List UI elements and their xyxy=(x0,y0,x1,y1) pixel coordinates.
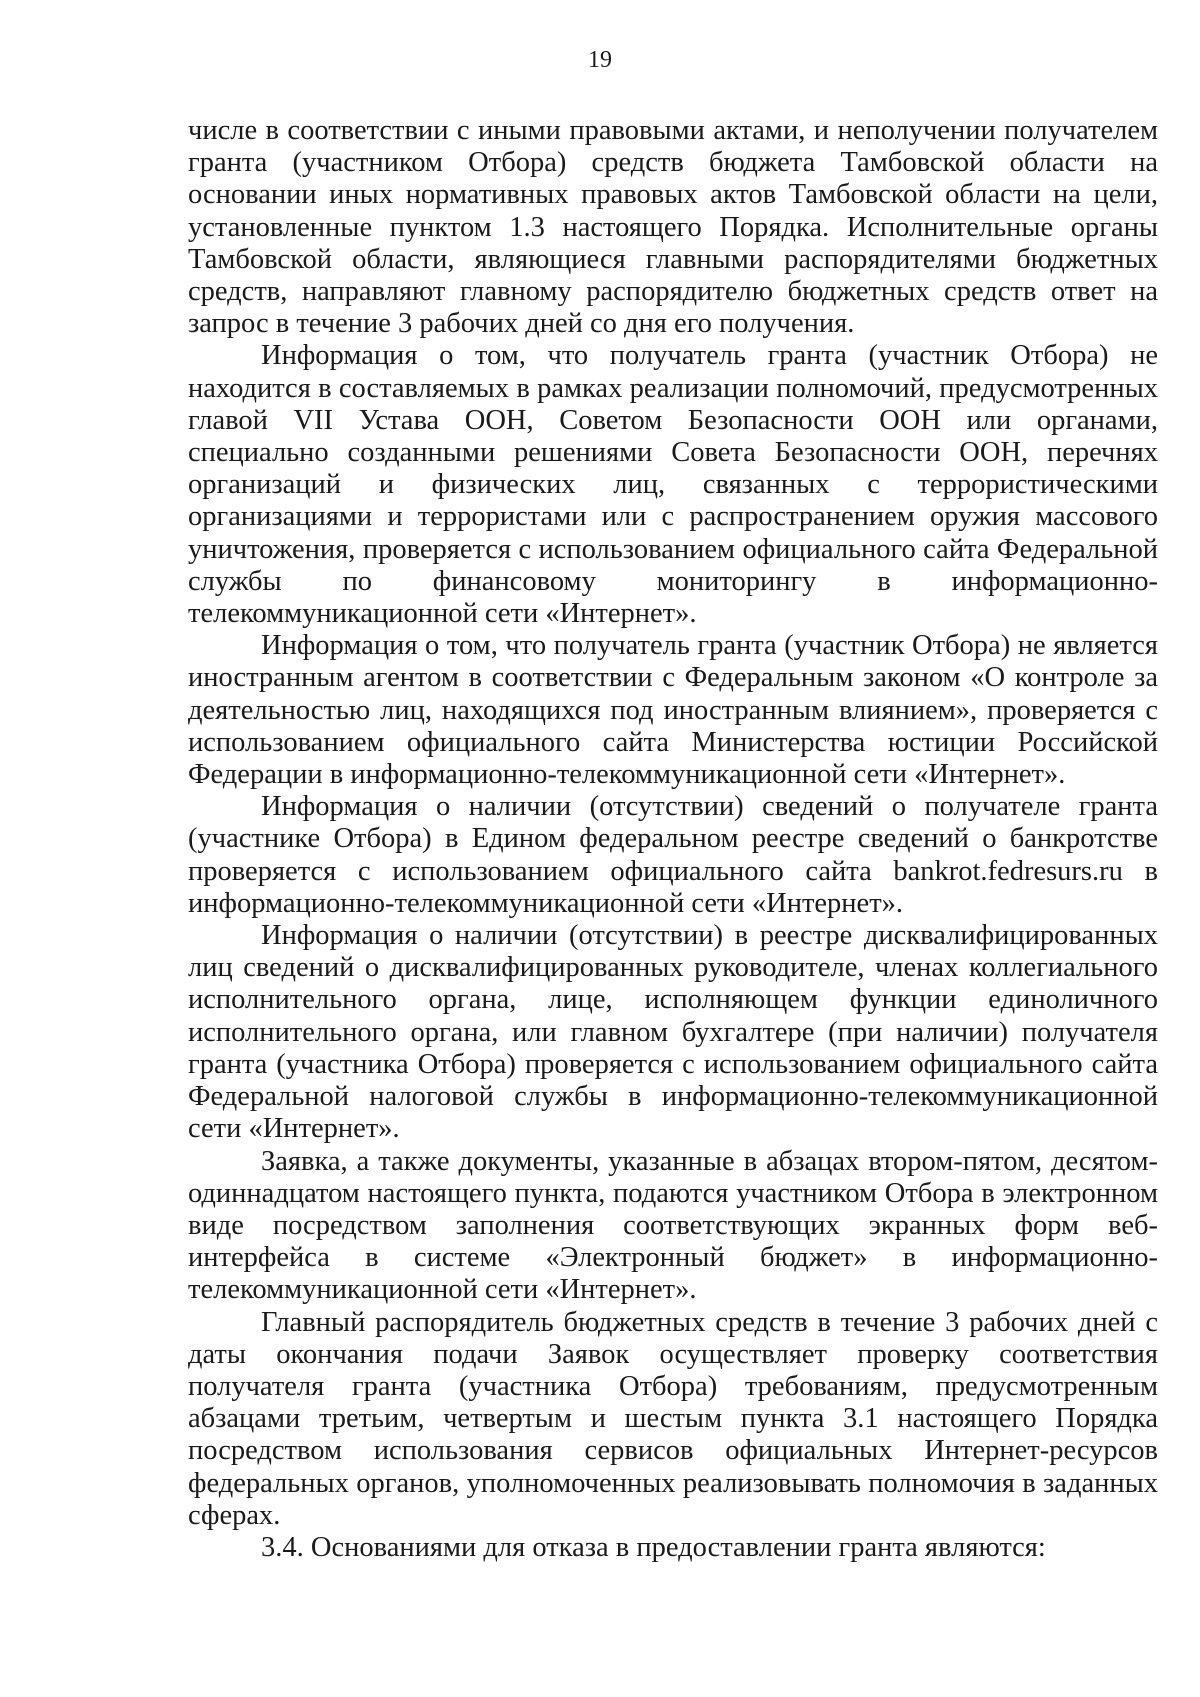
paragraph-bankruptcy-check: Информация о наличии (отсутствии) сведений о получателе гранта (участнике Отбора) в Едином федеральном реестре сведений о банкротстве проверяется с использованием официального сайта bankrot.fedresurs.ru в информационно-телекоммуникационной сети «Интернет». xyxy=(188,791,1158,919)
paragraph-disqualification-check: Информация о наличии (отсутствии) в реестре дисквалифицированных лиц сведений о дисквалифицированных руководителе, членах коллегиального исполнительного органа, лице, исполняющем функции единоличного исполнительного органа, или главном бухгалтере (при наличии) получателя гранта (участника Отбора) проверяется с использованием официального сайта Федеральной налоговой службы в информационно-телекоммуникационной сети «Интернет». xyxy=(188,920,1158,1145)
paragraph-continuation: числе в соответствии с иными правовыми актами, и неполучении получателем гранта (участником Отбора) средств бюджета Тамбовской области на основании иных нормативных правовых актов Тамбовской области на цели, установленные пунктом 1.3 настоящего Порядка. Исполнительные органы Тамбовской области, являющиеся главными распорядителями бюджетных средств, направляют главному распорядителю бюджетных средств ответ на запрос в течение 3 рабочих дней со дня его получения. xyxy=(188,115,1158,340)
paragraph-un-sanctions-check: Информация о том, что получатель гранта (участник Отбора) не находится в составляемых в рамках реализации полномочий, предусмотренных главой VII Устава ООН, Советом Безопасности ООН или органами, специально созданными решениями Совета Безопасности ООН, перечнях организаций и физических лиц, связанных с террористическими организациями и террористами или с распространением оружия массового уничтожения, проверяется с использованием официального сайта Федеральной службы по финансовому мониторингу в информационно-телекоммуникационной сети «Интернет». xyxy=(188,340,1158,630)
document-body xyxy=(188,115,1158,1564)
paragraph-compliance-verification: Главный распорядитель бюджетных средств в течение 3 рабочих дней с даты окончания подачи Заявок осуществляет проверку соответствия получателя гранта (участника Отбора) требованиям, предусмотренным абзацами третьим, четвертым и шестым пункта 3.1 настоящего Порядка посредством использования сервисов официальных Интернет-ресурсов федеральных органов, уполномоченных реализовывать полномочия в заданных сферах. xyxy=(188,1306,1158,1531)
paragraph-foreign-agent-check: Информация о том, что получатель гранта (участник Отбора) не является иностранным агентом в соответствии с Федеральным законом «О контроле за деятельностью лиц, находящихся под иностранным влиянием», проверяется с использованием официального сайта Министерства юстиции Российской Федерации в информационно-телекоммуникационной сети «Интернет». xyxy=(188,630,1158,791)
page-number: 19 xyxy=(588,47,612,73)
paragraph-section-3-4: 3.4. Основаниями для отказа в предоставлении гранта являются: xyxy=(261,1531,1046,1563)
paragraph-application-submission: Заявка, а также документы, указанные в абзацах втором-пятом, десятом-одиннадцатом настоящего пункта, подаются участником Отбора в электронном виде посредством заполнения соответствующих экранных форм веб-интерфейса в системе «Электронный бюджет» в информационно-телекоммуникационной сети «Интернет». xyxy=(188,1145,1158,1306)
